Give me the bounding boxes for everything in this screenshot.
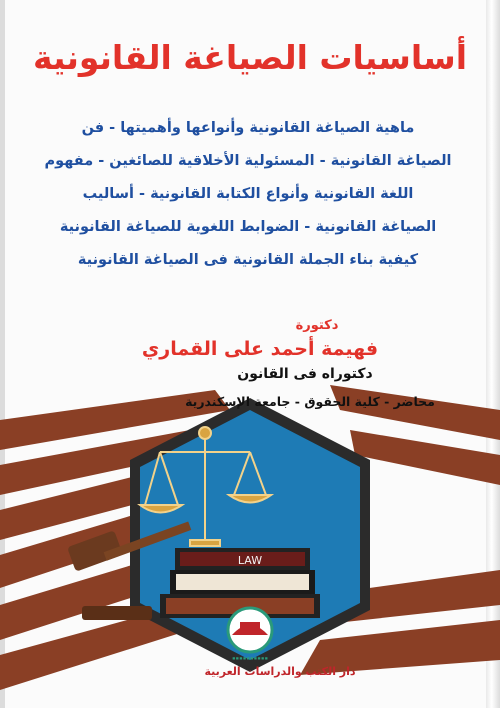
cover-illustration [0, 360, 500, 708]
publisher-logo [228, 608, 272, 652]
topic-line: اللغة القانونية وأنواع الكتابة القانونية - أساليب [82, 186, 414, 202]
topic-line: كيفية بناء الجملة القانونية فى الصياغة القانونية [77, 252, 419, 268]
topic-line: الصياغة القانونية - الضوابط اللغوية للصياغة القانونية [59, 219, 437, 235]
author-name: فهيمة أحمد على القماري [141, 338, 379, 360]
topic-line: الصياغة القانونية - المسئولية الأخلاقية للصائغين - مفهوم [44, 153, 452, 169]
author-title: دكتورة [295, 318, 339, 333]
topic-line: ماهية الصياغة القانونية وأنواعها وأهميتها - فن [81, 120, 415, 136]
brown-stripe [350, 430, 500, 485]
book-label: LAW [237, 554, 263, 567]
author-position: محاضر - كلية الحقوق - جامعة الإسكندرية [185, 394, 435, 409]
book-title: أساسيات الصياغة القانونية [32, 38, 468, 77]
publisher-name: دار الكتب والدراسات العربية [204, 665, 356, 678]
logo-digits: ▪▪▪▪▪▪▪▪▪▪ [231, 655, 269, 662]
author-degree: دكتوراه فى القانون [237, 366, 373, 382]
topics-list [28, 112, 468, 277]
